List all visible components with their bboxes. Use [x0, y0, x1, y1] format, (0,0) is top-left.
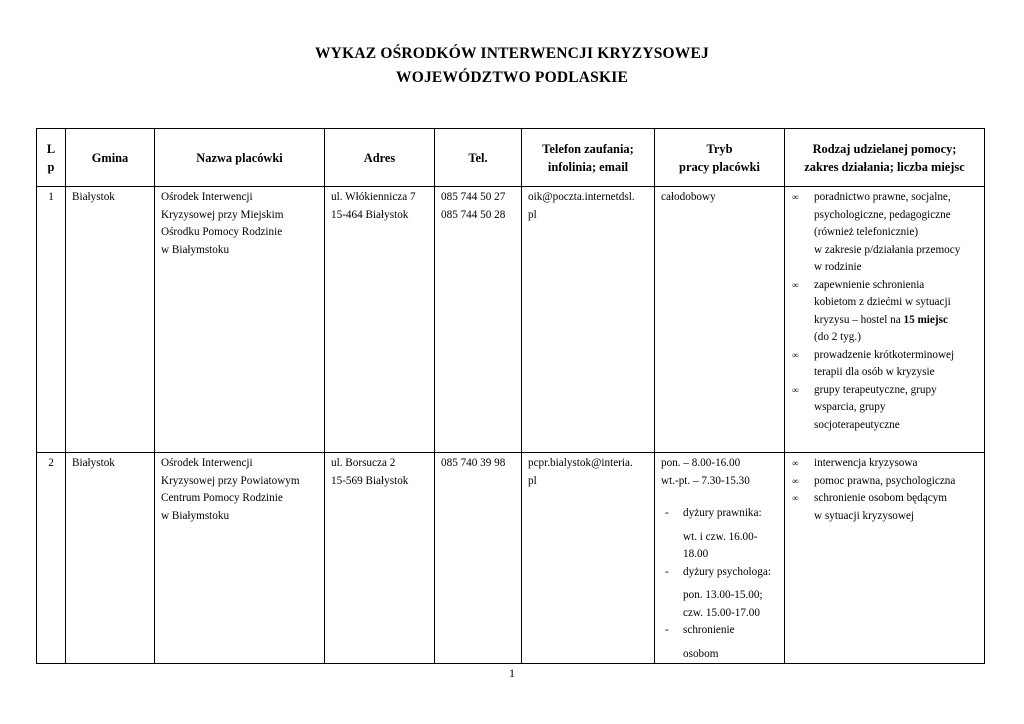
cell-rodzaj: [785, 453, 985, 664]
infinity-bullet-icon: ∞: [792, 349, 799, 360]
rodzaj-line: schronienie osobom będącym: [814, 492, 947, 504]
nazwa-line: Ośrodku Pomocy Rodzinie: [161, 226, 283, 238]
list-item: [785, 189, 984, 277]
cell-tryb: [655, 453, 785, 664]
nazwa-line: w Białymstoku: [161, 243, 230, 256]
dyzury-psychologa: [661, 564, 780, 582]
header-telefon-line: infolinia; email: [547, 159, 629, 174]
cell-nazwa: [155, 453, 325, 664]
hours-line: pon. 13.00-15.00;: [683, 589, 763, 601]
cell-gmina: Białystok: [66, 453, 155, 664]
cell-tel: 085 740 39 98: [435, 453, 522, 664]
infinity-bullet-icon: ∞: [792, 475, 799, 486]
dyzury-prawnika: [661, 505, 780, 523]
schronienie: [661, 622, 780, 640]
rodzaj-line: terapii dla osób w kryzysie: [814, 366, 935, 378]
infinity-bullet-icon: ∞: [792, 384, 799, 395]
header-tryb: [655, 129, 785, 187]
infinity-bullet-icon: ∞: [792, 279, 799, 290]
rodzaj-line: socjoterapeutyczne: [814, 418, 900, 431]
tryb-line: pon. – 8.00-16.00: [661, 457, 741, 469]
rodzaj-line: wsparcia, grupy: [814, 401, 886, 413]
header-rodzaj: [785, 129, 985, 187]
table-header-row: [37, 129, 985, 187]
osobom: osobom: [683, 647, 719, 660]
header-lp-line: L: [46, 141, 56, 156]
dash-bullet-icon: -: [665, 624, 669, 636]
email-line: pcpr.bialystok@interia.: [528, 457, 633, 469]
hostel-duration: (do 2 tyg.): [814, 331, 861, 343]
cell-nazwa: [155, 187, 325, 453]
rodzaj-line: interwencja kryzysowa: [814, 457, 918, 469]
cell-email: [522, 187, 655, 453]
cell-gmina: Białystok: [66, 187, 155, 453]
hostel-line: [814, 312, 984, 330]
table-row: [37, 453, 985, 664]
tel-line: 085 744 50 28: [441, 208, 506, 221]
rodzaj-list: [785, 187, 984, 434]
rodzaj-line: poradnictwo prawne, socjalne,: [814, 191, 951, 203]
header-telefon-zaufania: [522, 129, 655, 187]
list-item: [785, 473, 984, 491]
cell-lp: 2: [37, 453, 66, 664]
nazwa-line: Ośrodek Interwencji: [161, 457, 253, 469]
dash-bullet-icon: -: [665, 565, 669, 578]
header-adres: Adres: [325, 129, 435, 187]
document-title: WYKAZ OŚRODKÓW INTERWENCJI KRYZYSOWEJ: [314, 45, 709, 62]
header-tel: Tel.: [435, 129, 522, 187]
centers-table: [36, 128, 985, 664]
header-lp: [37, 129, 66, 187]
schronienie-label: schronienie: [683, 624, 735, 636]
table-row: [37, 187, 985, 453]
adres-line: ul. Borsucza 2: [331, 457, 396, 469]
header-nazwa: Nazwa placówki: [155, 129, 325, 187]
infinity-bullet-icon: ∞: [792, 493, 799, 503]
hostel-text: kryzysu – hostel na: [814, 313, 904, 326]
header-tryb-line: pracy placówki: [679, 159, 760, 174]
cell-lp: 1: [37, 187, 66, 453]
rodzaj-line: psychologiczne, pedagogiczne: [814, 208, 951, 221]
nazwa-line: Ośrodek Interwencji: [161, 191, 253, 203]
hours-line: wt. i czw. 16.00-: [683, 530, 758, 543]
rodzaj-line: zapewnienie schronienia: [814, 278, 925, 291]
dyzury-psychologa-label: dyżury psychologa:: [683, 565, 771, 578]
email-line: pl: [528, 474, 537, 487]
dyzury-prawnika-label: dyżury prawnika:: [683, 507, 762, 519]
header-telefon-line: Telefon zaufania;: [542, 141, 634, 156]
hours-line: czw. 15.00-17.00: [683, 606, 760, 619]
rodzaj-line: prowadzenie krótkoterminowej: [814, 348, 955, 361]
list-item: [785, 277, 984, 347]
rodzaj-line: (również telefonicznie): [814, 226, 919, 238]
header-gmina: Gmina: [66, 129, 155, 187]
infinity-bullet-icon: ∞: [792, 192, 799, 202]
rodzaj-line: w rodzinie: [814, 261, 862, 273]
rodzaj-line: grupy terapeutyczne, grupy: [814, 383, 937, 396]
header-rodzaj-line: zakres działania; liczba miejsc: [804, 159, 965, 174]
nazwa-line: Kryzysowej przy Powiatowym: [161, 474, 300, 487]
tel-line: 085 744 50 27: [441, 191, 506, 203]
cell-rodzaj: [785, 187, 985, 453]
email-line: pl: [528, 208, 537, 221]
header-lp-line: p: [47, 159, 55, 174]
prawnik-hours: [661, 529, 780, 564]
adres-line: 15-569 Białystok: [331, 474, 409, 487]
infinity-bullet-icon: ∞: [792, 458, 799, 468]
nazwa-line: Kryzysowej przy Miejskim: [161, 208, 284, 221]
rodzaj-line: kobietom z dziećmi w sytuacji: [814, 296, 951, 308]
page-number: 1: [509, 666, 515, 680]
cell-email: [522, 453, 655, 664]
header-rodzaj-line: Rodzaj udzielanej pomocy;: [812, 141, 957, 156]
dash-bullet-icon: -: [665, 507, 669, 519]
rodzaj-line: w zakresie p/działania przemocy: [814, 243, 961, 256]
list-item: [785, 382, 984, 435]
adres-line: 15-464 Białystok: [331, 208, 409, 221]
hours-line: 18.00: [683, 548, 709, 560]
rodzaj-line: w sytuacji kryzysowej: [814, 509, 915, 522]
nazwa-line: Centrum Pomocy Rodzinie: [161, 492, 283, 504]
tryb-line: wt.-pt. – 7.30-15.30: [661, 474, 750, 487]
rodzaj-line: pomoc prawna, psychologiczna: [814, 474, 956, 487]
document-subtitle: WOJEWÓDZTWO PODLASKIE: [396, 69, 628, 86]
cell-adres: [325, 187, 435, 453]
cell-tel: [435, 187, 522, 453]
email-line: oik@poczta.internetdsl.: [528, 191, 635, 203]
hostel-capacity: 15 miejsc: [903, 313, 948, 326]
cell-adres: [325, 453, 435, 664]
cell-tryb: całodobowy: [655, 187, 785, 453]
rodzaj-list: [785, 453, 984, 525]
list-item: [785, 347, 984, 382]
list-item: [785, 490, 984, 525]
adres-line: ul. Włókiennicza 7: [331, 191, 416, 203]
psycholog-hours: [661, 587, 780, 622]
header-tryb-line: Tryb: [706, 141, 733, 156]
list-item: [785, 455, 984, 473]
nazwa-line: w Białymstoku: [161, 509, 230, 522]
